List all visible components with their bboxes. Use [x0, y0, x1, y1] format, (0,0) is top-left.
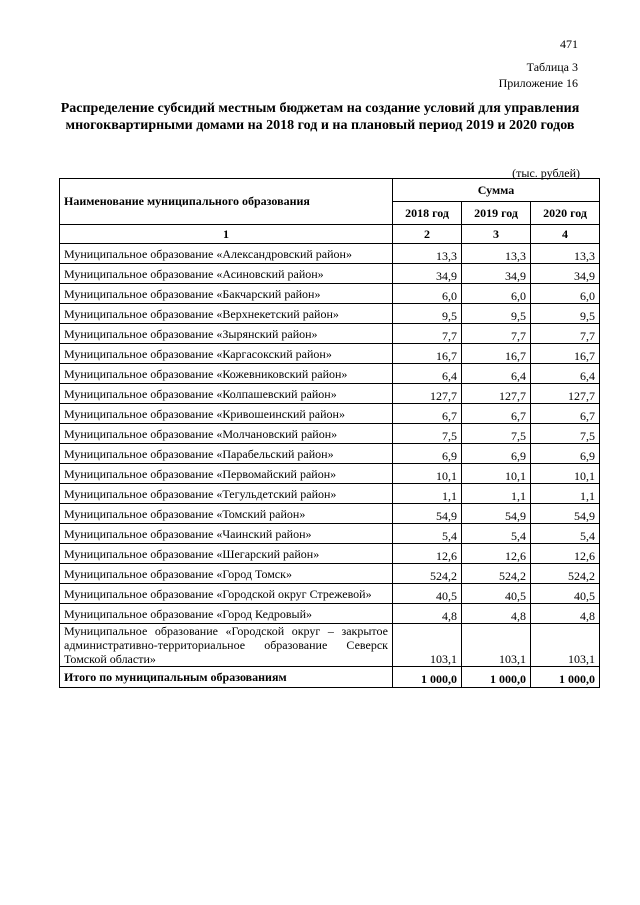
value-2019: 5,4	[462, 524, 531, 544]
value-2018: 12,6	[393, 544, 462, 564]
value-2019: 524,2	[462, 564, 531, 584]
value-2020: 10,1	[531, 464, 600, 484]
table-row	[60, 604, 600, 624]
table-row	[60, 504, 600, 524]
municipality-name: Муниципальное образование «Каргасокский район»	[60, 344, 393, 364]
value-2019: 7,7	[462, 324, 531, 344]
column-number-3: 3	[462, 225, 531, 244]
value-2018: 524,2	[393, 564, 462, 584]
value-2018: 1,1	[393, 484, 462, 504]
value-2019: 4,8	[462, 604, 531, 624]
municipality-name: Муниципальное образование «Город Кедровый»	[60, 604, 393, 624]
value-2020: 40,5	[531, 584, 600, 604]
municipality-name: Муниципальное образование «Парабельский район»	[60, 444, 393, 464]
table-row	[60, 264, 600, 284]
appendix-label: Приложение 16	[498, 76, 578, 90]
column-number-row	[60, 225, 600, 244]
municipality-name: Муниципальное образование «Зырянский район»	[60, 324, 393, 344]
value-2018: 16,7	[393, 344, 462, 364]
value-2020: 4,8	[531, 604, 600, 624]
value-2020: 524,2	[531, 564, 600, 584]
column-number-4: 4	[531, 225, 600, 244]
total-2019: 1 000,0	[462, 667, 531, 688]
municipality-name: Муниципальное образование «Асиновский район»	[60, 264, 393, 284]
municipality-name: Муниципальное образование «Кожевниковский район»	[60, 364, 393, 384]
value-2019: 9,5	[462, 304, 531, 324]
municipality-name: Муниципальное образование «Чаинский район»	[60, 524, 393, 544]
table-row	[60, 564, 600, 584]
municipality-name: Муниципальное образование «Верхнекетский район»	[60, 304, 393, 324]
municipality-name: Муниципальное образование «Городской округ Стрежевой»	[60, 584, 393, 604]
municipality-name: Муниципальное образование «Тегульдетский район»	[60, 484, 393, 504]
value-2018: 7,7	[393, 324, 462, 344]
value-2019: 6,4	[462, 364, 531, 384]
value-2019: 6,0	[462, 284, 531, 304]
municipality-name: Муниципальное образование «Колпашевский район»	[60, 384, 393, 404]
value-2020: 6,9	[531, 444, 600, 464]
document-title: Распределение субсидий местным бюджетам на создание условий для управления многоквартирными домами на 2018 год и на плановый период 2019 и 2020 годов	[60, 101, 580, 133]
value-2019: 127,7	[462, 384, 531, 404]
table-label: Таблица 3	[526, 60, 578, 74]
value-2018: 6,4	[393, 364, 462, 384]
value-2020: 34,9	[531, 264, 600, 284]
value-2019: 6,9	[462, 444, 531, 464]
column-header-name: Наименование муниципального образования	[60, 179, 393, 225]
table-row	[60, 244, 600, 264]
total-2018: 1 000,0	[393, 667, 462, 688]
value-2020: 6,7	[531, 404, 600, 424]
value-2019: 34,9	[462, 264, 531, 284]
column-header-sum: Сумма	[393, 179, 600, 202]
value-2018: 6,7	[393, 404, 462, 424]
value-2018: 34,9	[393, 264, 462, 284]
subsidy-table	[59, 178, 600, 688]
value-2018: 4,8	[393, 604, 462, 624]
value-2019: 16,7	[462, 344, 531, 364]
value-2019: 6,7	[462, 404, 531, 424]
table-row	[60, 424, 600, 444]
value-2019: 103,1	[462, 624, 531, 667]
municipality-name: Муниципальное образование «Томский район»	[60, 504, 393, 524]
value-2020: 103,1	[531, 624, 600, 667]
table-row	[60, 304, 600, 324]
column-header-2019: 2019 год	[462, 202, 531, 225]
municipality-name: Муниципальное образование «Город Томск»	[60, 564, 393, 584]
total-label: Итого по муниципальным образованиям	[60, 667, 393, 688]
value-2018: 103,1	[393, 624, 462, 667]
value-2020: 1,1	[531, 484, 600, 504]
municipality-name: Муниципальное образование «Александровский район»	[60, 244, 393, 264]
municipality-name: Муниципальное образование «Городской округ – закрытое административно-территориальное образование Северск Томской области»	[60, 624, 393, 667]
column-number-1: 1	[60, 225, 393, 244]
value-2018: 127,7	[393, 384, 462, 404]
table-row	[60, 484, 600, 504]
table-row	[60, 404, 600, 424]
value-2019: 1,1	[462, 484, 531, 504]
table-row	[60, 344, 600, 364]
value-2018: 5,4	[393, 524, 462, 544]
units-label: (тыс. рублей)	[512, 166, 580, 180]
value-2018: 6,0	[393, 284, 462, 304]
table-row	[60, 624, 600, 667]
table-row	[60, 584, 600, 604]
table-row	[60, 324, 600, 344]
municipality-name: Муниципальное образование «Молчановский район»	[60, 424, 393, 444]
table-body	[60, 244, 600, 667]
value-2020: 9,5	[531, 304, 600, 324]
municipality-name: Муниципальное образование «Первомайский район»	[60, 464, 393, 484]
municipality-name: Муниципальное образование «Бакчарский район»	[60, 284, 393, 304]
value-2019: 54,9	[462, 504, 531, 524]
value-2020: 12,6	[531, 544, 600, 564]
value-2018: 10,1	[393, 464, 462, 484]
table-row	[60, 384, 600, 404]
value-2019: 13,3	[462, 244, 531, 264]
value-2020: 5,4	[531, 524, 600, 544]
value-2018: 13,3	[393, 244, 462, 264]
value-2020: 7,5	[531, 424, 600, 444]
value-2018: 7,5	[393, 424, 462, 444]
table-row	[60, 284, 600, 304]
column-number-2: 2	[393, 225, 462, 244]
table-row	[60, 524, 600, 544]
value-2018: 9,5	[393, 304, 462, 324]
total-row	[60, 667, 600, 688]
table-row	[60, 544, 600, 564]
value-2020: 16,7	[531, 344, 600, 364]
value-2018: 54,9	[393, 504, 462, 524]
value-2020: 13,3	[531, 244, 600, 264]
value-2020: 127,7	[531, 384, 600, 404]
column-header-2018: 2018 год	[393, 202, 462, 225]
municipality-name: Муниципальное образование «Шегарский район»	[60, 544, 393, 564]
table-row	[60, 364, 600, 384]
table-reference	[499, 59, 578, 91]
total-2020: 1 000,0	[531, 667, 600, 688]
column-header-2020: 2020 год	[531, 202, 600, 225]
table-row	[60, 464, 600, 484]
value-2019: 10,1	[462, 464, 531, 484]
municipality-name: Муниципальное образование «Кривошеинский район»	[60, 404, 393, 424]
value-2018: 40,5	[393, 584, 462, 604]
value-2019: 40,5	[462, 584, 531, 604]
table-row	[60, 444, 600, 464]
value-2020: 6,0	[531, 284, 600, 304]
value-2019: 7,5	[462, 424, 531, 444]
value-2020: 54,9	[531, 504, 600, 524]
page-number: 471	[560, 37, 578, 51]
value-2018: 6,9	[393, 444, 462, 464]
value-2020: 6,4	[531, 364, 600, 384]
value-2019: 12,6	[462, 544, 531, 564]
value-2020: 7,7	[531, 324, 600, 344]
